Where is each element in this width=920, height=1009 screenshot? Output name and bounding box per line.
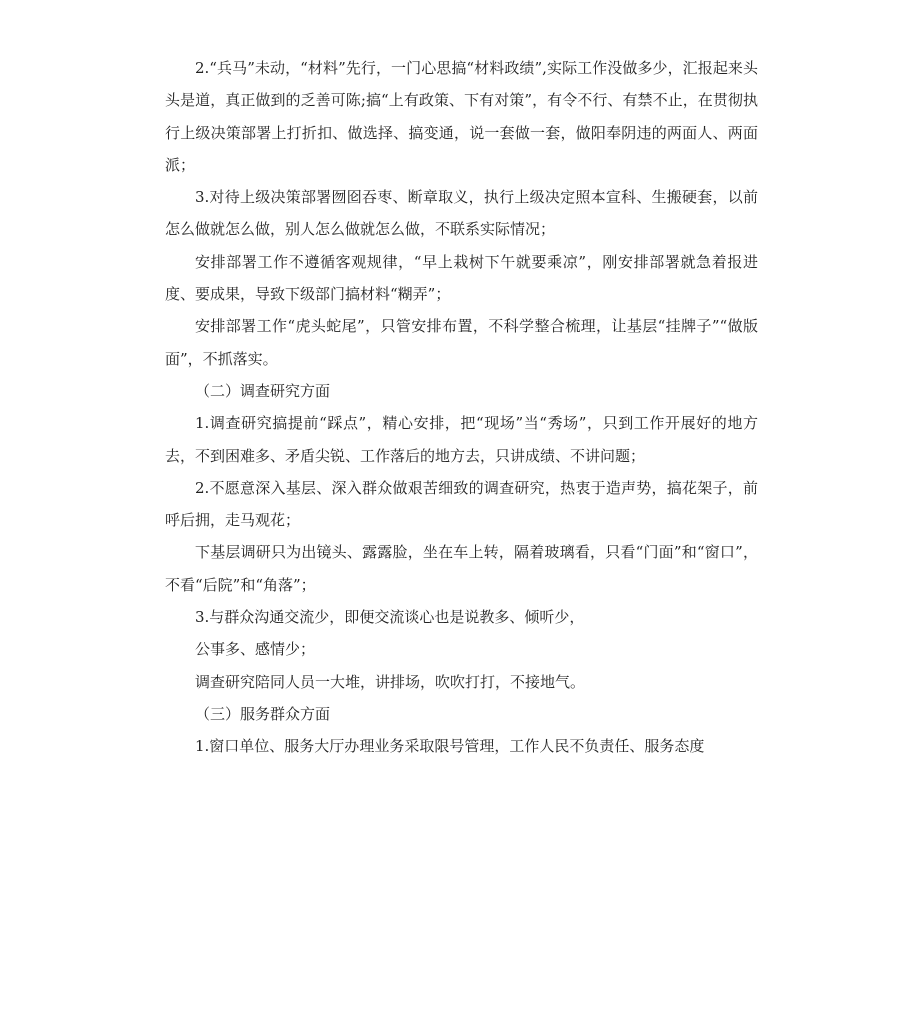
paragraph-communication-lacking: 3.与群众沟通交流少，即便交流谈心也是说教多、倾听少， [195,608,585,627]
paragraph-ignore-objective-law: 安排部署工作不遵循客观规律，“早上栽树下午就要乘凉”，刚安排部署就急着报进度、要成果，导致下级部门搞材料“糊弄”； [165,252,758,304]
document-page [165,52,758,763]
paragraph-blind-execution: 3.对待上级决策部署囫囵吞枣、断章取义，执行上级决定照本宣科、生搬硬套，以前怎么做就怎么做，别人怎么做就怎么做，不联系实际情况； [165,188,758,239]
paragraph-research-entourage: 调查研究陪同人员一大堆，讲排场，吹吹打打，不接地气。 [195,672,586,691]
paragraph-material-first: 2.“兵马”未动，“材料”先行，一门心思搞“材料政绩”,实际工作没做多少，汇报起来头头是道，真正做到的乏善可陈;搞“上有政策、下有对策”，有令不行、有禁不止，在贯彻执行上级决策部署上打折扣、做选择、搞变通，说一套做一套，做阳奉阴违的两面人、两面派； [165,59,758,174]
paragraph-communication-continued: 公事多、感情少； [195,640,316,659]
paragraph-research-staged: 1.调查研究搞提前“踩点”，精心安排，把“现场”当“秀场”，只到工作开展好的地方去，不到困难多、矛盾尖锐、工作落后的地方去，只讲成绩、不讲问题； [165,414,758,465]
paragraph-service-window: 1.窗口单位、服务大厅办理业务采取限号管理，工作人民不负责任、服务态度 [195,737,705,756]
section-heading-research: （二）调查研究方面 [195,381,331,400]
paragraph-research-superficial: 2.不愿意深入基层、深入群众做艰苦细致的调查研究，热衷于造声势，搞花架子，前呼后拥，走马观花； [165,478,758,530]
section-heading-service: （三）服务群众方面 [195,704,331,723]
paragraph-research-windowdressing: 下基层调研只为出镜头、露露脸，坐在车上转，隔着玻璃看，只看“门面”和“窗口”，不看“后院”和“角落”； [165,543,758,594]
paragraph-tiger-head-snake-tail: 安排部署工作“虎头蛇尾”，只管安排布置，不科学整合梳理，让基层“挂牌子”“做版面”，不抓落实。 [165,317,758,368]
